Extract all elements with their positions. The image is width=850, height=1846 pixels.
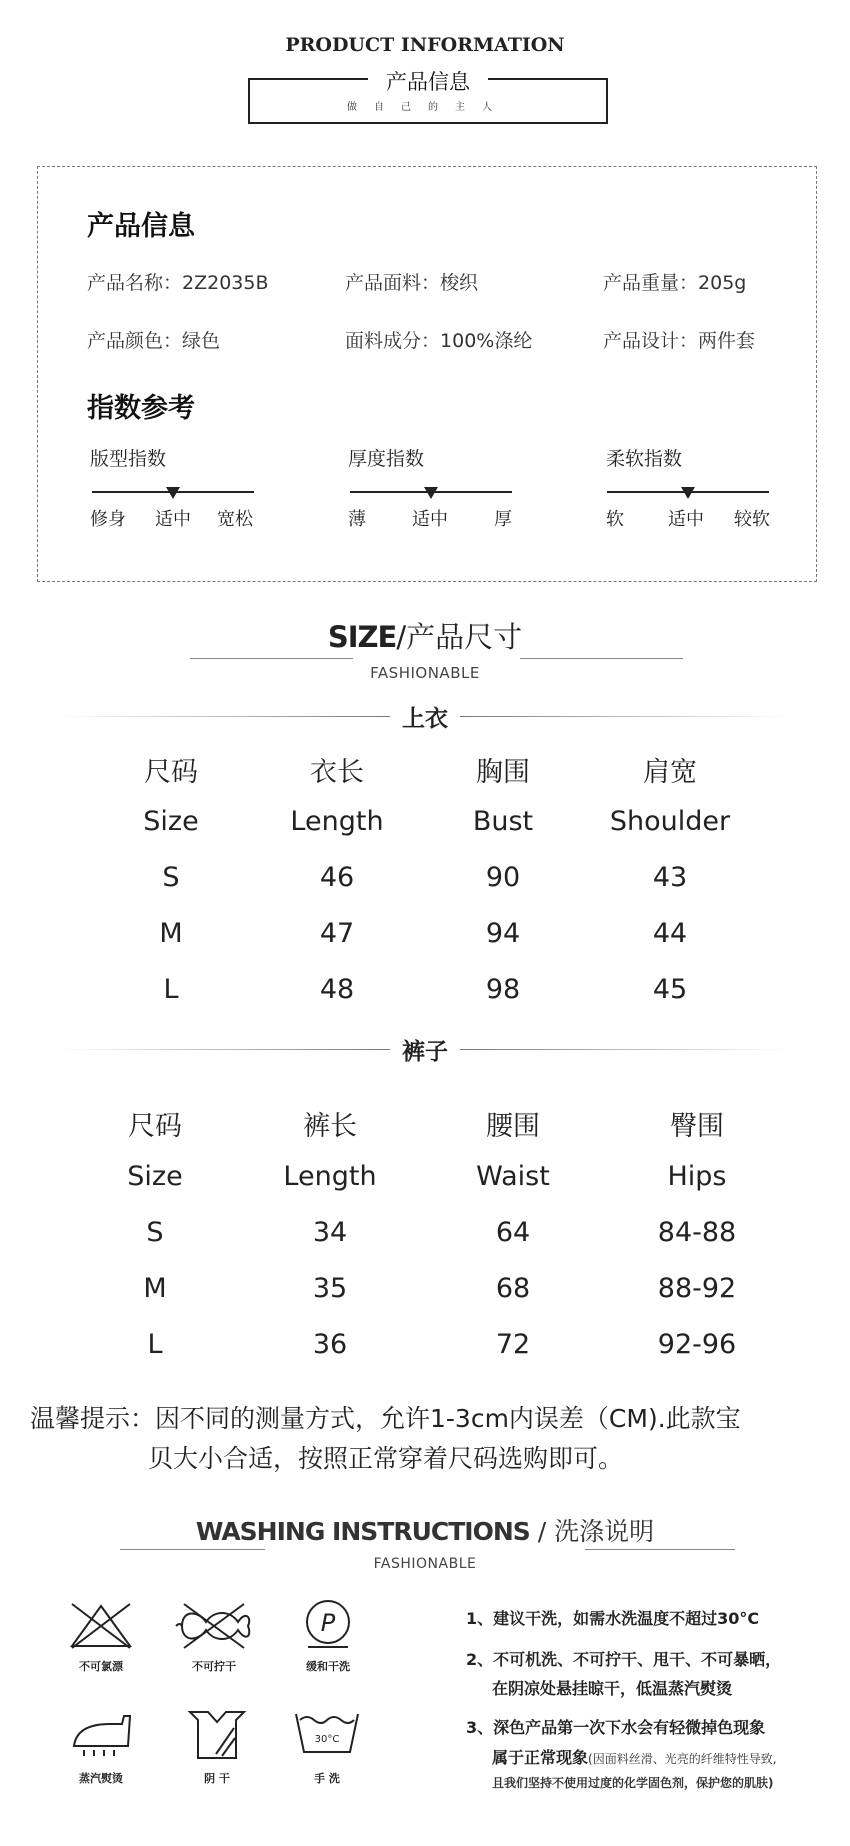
top-row-s-size: S: [162, 862, 180, 893]
hand-wash-icon: [292, 1708, 362, 1758]
size-title-line-right: [520, 658, 683, 659]
top-row-s-length: 46: [319, 862, 355, 893]
top-header-cn: 尺码: [144, 757, 198, 788]
instruction-3b-main: 属于正常现象: [492, 1748, 589, 1767]
info-heading: 产品信息: [87, 211, 195, 242]
pants-header-cn: 腰围: [486, 1111, 540, 1142]
index-thickness-marker-icon: [424, 487, 438, 499]
index-softness-title: 柔软指数: [606, 448, 683, 470]
pants-row-s-waist: 64: [495, 1217, 531, 1248]
pants-section-line-left: [60, 1049, 390, 1050]
top-header-cn: 胸围: [476, 757, 530, 788]
frame-top-line-right: [488, 78, 608, 80]
size-title-cn: /产品尺寸: [396, 620, 523, 654]
index-softness-marker-icon: [681, 487, 695, 499]
product-info-subtitle: 做自己的主人: [347, 102, 509, 113]
top-row-s-shoulder: 43: [652, 862, 688, 893]
pants-header-cn: 尺码: [128, 1111, 182, 1142]
top-header-en: Bust: [472, 806, 534, 837]
steam-iron-label: 蒸汽熨烫: [79, 1772, 123, 1785]
top-row-s-bust: 90: [485, 862, 521, 893]
attr-label: 产品设计：: [603, 330, 699, 352]
attr-fabric: [345, 268, 478, 295]
size-title: [0, 615, 850, 656]
top-row-l-size: L: [163, 974, 179, 1005]
instruction-1: 1、建议干洗，如需水洗温度不超过30°C: [466, 1609, 760, 1628]
no-wring-label: 不可拧干: [192, 1660, 236, 1673]
size-tip-line-1: 温馨提示：因不同的测量方式，允许1-3cm内误差（CM).此款宝: [30, 1404, 741, 1433]
product-info-title-en: PRODUCT INFORMATION: [285, 34, 565, 56]
pants-row-l-size: L: [147, 1329, 163, 1360]
top-section-label: 上衣: [402, 706, 448, 732]
top-header-cn: 肩宽: [643, 757, 697, 788]
no-wring-icon: [174, 1600, 254, 1652]
instruction-2a: 2、不可机洗、不可拧干、甩干、不可暴晒，: [466, 1650, 782, 1669]
attr-design: [603, 326, 755, 353]
top-section-line-right: [460, 716, 790, 717]
pants-row-m-length: 35: [312, 1273, 348, 1304]
instruction-3c: 且我们坚持不使用过度的化学固色剂，保护您的肌肤): [492, 1776, 774, 1790]
pants-section-line-right: [460, 1049, 790, 1050]
index-heading: 指数参考: [87, 393, 195, 424]
attr-label: 产品名称：: [87, 272, 183, 294]
index-softness-right: 较软: [734, 509, 770, 530]
instruction-3b-note: (因面料丝滑、光亮的纤维特性导致,: [588, 1752, 777, 1766]
attr-value: 2Z2035B: [182, 272, 269, 294]
top-row-l-shoulder: 45: [652, 974, 688, 1005]
pants-header-en: Waist: [476, 1161, 550, 1192]
pants-row-m-hips: 88-92: [657, 1273, 737, 1304]
top-header-en: Shoulder: [609, 806, 731, 837]
index-fit-mid: 适中: [155, 509, 191, 530]
washing-title-cn: / 洗涤说明: [529, 1517, 655, 1546]
size-tip-line-2: 贝大小合适，按照正常穿着尺码选购即可。: [148, 1444, 624, 1473]
pants-header-en: Hips: [667, 1161, 727, 1192]
hand-wash-label: 手 洗: [314, 1772, 340, 1785]
index-thickness-left: 薄: [348, 509, 366, 530]
shade-dry-label: 阴 干: [204, 1772, 230, 1785]
frame-top-line-left: [248, 78, 368, 80]
instruction-3b: [492, 1745, 777, 1768]
washing-line-right: [585, 1549, 735, 1550]
top-row-m-length: 47: [319, 918, 355, 949]
no-bleach-icon: [66, 1600, 136, 1652]
shade-dry-icon: [186, 1708, 248, 1762]
top-row-l-bust: 98: [485, 974, 521, 1005]
pants-header-cn: 臀围: [670, 1111, 724, 1142]
top-header-en: Size: [143, 806, 199, 837]
index-fit-marker-icon: [166, 487, 180, 499]
pants-header-cn: 裤长: [303, 1111, 357, 1142]
index-softness-mid: 适中: [668, 509, 704, 530]
top-header-cn: 衣长: [310, 757, 364, 788]
top-section-line-left: [60, 716, 390, 717]
size-title-line-left: [190, 658, 353, 659]
no-bleach-label: 不可氯漂: [79, 1660, 123, 1673]
attr-value: 205g: [698, 272, 747, 294]
index-thickness-right: 厚: [494, 509, 512, 530]
size-title-en: SIZE: [327, 620, 397, 654]
hand-wash-temp: 30°C: [314, 1734, 340, 1745]
dry-clean-letter: P: [320, 1609, 336, 1637]
steam-iron-icon: [66, 1708, 140, 1762]
attr-composition: [345, 326, 532, 353]
top-header-en: Length: [290, 806, 384, 837]
washing-fashionable: FASHIONABLE: [373, 1556, 477, 1572]
pants-row-l-length: 36: [312, 1329, 348, 1360]
attr-value: 100%涤纶: [440, 330, 533, 352]
pants-row-l-hips: 92-96: [657, 1329, 737, 1360]
attr-label: 产品重量：: [603, 272, 699, 294]
attr-label: 产品面料：: [345, 272, 441, 294]
index-fit-right: 宽松: [217, 509, 253, 530]
attr-product-name: [87, 268, 269, 295]
index-thickness-title: 厚度指数: [348, 448, 425, 470]
index-fit-left: 修身: [90, 509, 126, 530]
top-row-m-bust: 94: [485, 918, 521, 949]
attr-value: 梭织: [440, 272, 479, 294]
gentle-dry-clean-label: 缓和干洗: [306, 1660, 350, 1673]
pants-header-en: Size: [127, 1161, 183, 1192]
top-row-m-shoulder: 44: [652, 918, 688, 949]
pants-row-l-waist: 72: [495, 1329, 531, 1360]
attr-weight: [603, 268, 746, 295]
index-softness-left: 软: [606, 509, 624, 530]
attr-color: [87, 326, 220, 353]
pants-row-m-size: M: [143, 1273, 167, 1304]
instruction-2b: 在阴凉处悬挂晾干，低温蒸汽熨烫: [492, 1679, 733, 1698]
top-row-l-length: 48: [319, 974, 355, 1005]
pants-row-m-waist: 68: [495, 1273, 531, 1304]
washing-title-en: WASHING INSTRUCTIONS: [195, 1517, 530, 1546]
pants-section-label: 裤子: [402, 1039, 448, 1065]
index-thickness-mid: 适中: [412, 509, 448, 530]
washing-line-left: [120, 1549, 265, 1550]
pants-header-en: Length: [283, 1161, 377, 1192]
attr-label: 产品颜色：: [87, 330, 183, 352]
pants-row-s-length: 34: [312, 1217, 348, 1248]
attr-value: 绿色: [182, 330, 221, 352]
attr-value: 两件套: [698, 330, 756, 352]
product-info-title-cn: 产品信息: [386, 70, 470, 94]
index-fit-title: 版型指数: [90, 448, 167, 470]
top-row-m-size: M: [159, 918, 183, 949]
pants-row-s-hips: 84-88: [657, 1217, 737, 1248]
gentle-dry-clean-icon: [302, 1598, 354, 1650]
instruction-3a: 3、深色产品第一次下水会有轻微掉色现象: [466, 1718, 766, 1737]
washing-title: [0, 1512, 850, 1548]
pants-row-s-size: S: [146, 1217, 164, 1248]
size-fashionable: FASHIONABLE: [370, 664, 480, 682]
attr-label: 面料成分：: [345, 330, 441, 352]
